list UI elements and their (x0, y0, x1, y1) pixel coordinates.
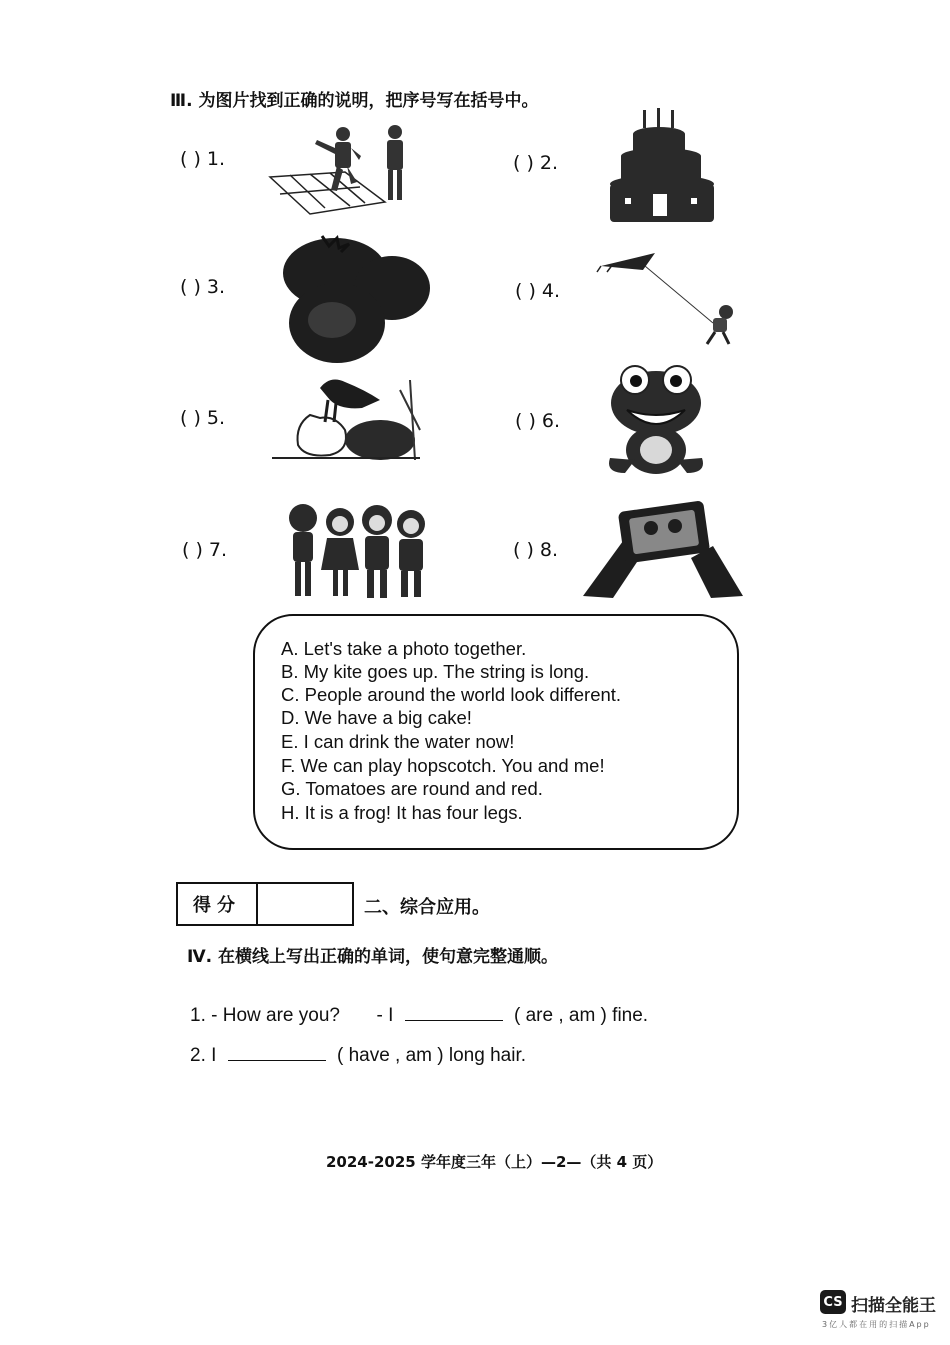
item-3-label: ( ) 3. (180, 276, 226, 298)
score-box (176, 882, 354, 926)
question-1-choices: ( are , am ) fine. (513, 1005, 649, 1026)
question-1-prompt: 1. - How are you? (190, 1005, 340, 1026)
item-1-label: ( ) 1. (180, 148, 226, 170)
item-6-label: ( ) 6. (515, 410, 561, 432)
phone-photo-icon (583, 496, 748, 600)
score-label: 得分 (178, 884, 258, 924)
option-d: D. We have a big cake! (281, 707, 472, 728)
item-4-label: ( ) 4. (515, 280, 561, 302)
camscanner-name: 扫描全能王 (851, 1296, 936, 1316)
crow-pitcher-icon (270, 370, 422, 468)
item-2-label: ( ) 2. (513, 152, 559, 174)
section-3-title: Ⅲ. 为图片找到正确的说明，把序号写在括号中。 (170, 91, 539, 111)
question-2 (190, 1042, 526, 1067)
kite-icon (593, 248, 748, 348)
question-1-reply: - I (376, 1005, 394, 1026)
option-f: F. We can play hopscotch. You and me! (281, 755, 605, 776)
option-b: B. My kite goes up. The string is long. (281, 661, 590, 682)
tomato-icon (277, 228, 432, 368)
question-1-blank[interactable] (405, 1002, 503, 1021)
question-2-prompt: 2. I (190, 1045, 217, 1066)
hopscotch-icon (265, 122, 415, 222)
camscanner-tagline: 3亿人都在用的扫描App (822, 1320, 931, 1329)
score-field[interactable] (258, 884, 352, 924)
section-4-title: Ⅳ. 在横线上写出正确的单词，使句意完整通顺。 (187, 947, 559, 967)
question-2-blank[interactable] (228, 1042, 326, 1061)
item-8-label: ( ) 8. (513, 539, 559, 561)
question-1 (190, 1002, 648, 1027)
option-e: E. I can drink the water now! (281, 731, 515, 752)
option-g: G. Tomatoes are round and red. (281, 778, 543, 799)
part-2-title: 二、综合应用。 (364, 897, 490, 918)
item-7-label: ( ) 7. (182, 539, 228, 561)
option-a: A. Let's take a photo together. (281, 638, 527, 659)
option-c: C. People around the world look different. (281, 684, 622, 705)
option-h: H. It is a frog! It has four legs. (281, 802, 523, 823)
item-5-label: ( ) 5. (180, 407, 226, 429)
children-icon (285, 498, 431, 602)
page-footer: 2024-2025 学年度三年（上）—2—（共 4 页） (326, 1153, 663, 1171)
frog-icon (605, 358, 707, 478)
camscanner-logo-icon: CS (820, 1290, 846, 1314)
cake-icon (605, 108, 720, 226)
question-2-choices: ( have , am ) long hair. (336, 1045, 527, 1066)
